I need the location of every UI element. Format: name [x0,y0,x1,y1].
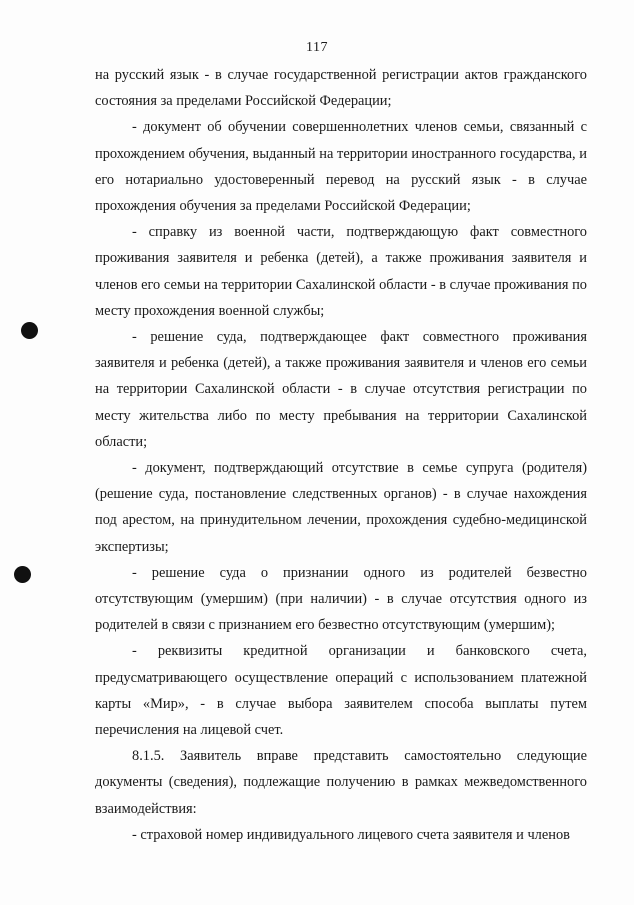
page-number: 117 [306,40,328,55]
paragraph-insurance-number: - страховой номер индивидуального лицевого счета заявителя и членов [132,826,570,843]
binder-hole-mark [21,322,38,339]
paragraph-military-certificate: - справку из военной части, подтверждающую факт совместного проживания заявителя и ребенка (детей), а также проживания заявителя и членов его семьи на территории Сахалинской области - в случае проживания по месту прохождения военной службы; [95,224,587,319]
document-body [95,62,587,848]
paragraph-spouse-absence-document: - документ, подтверждающий отсутствие в семье супруга (родителя) (решение суда, постановление следственных органов) - в случае нахождения под арестом, на принудительном лечении, прохождения судебно-медицинской экспертизы; [95,460,587,555]
paragraph-missing-parent-decision: - решение суда о признании одного из родителей безвестно отсутствующим (умершим) (при наличии) - в случае отсутствия одного из родителей в связи с признанием его безвестно отсутствующим (умершим); [95,564,587,634]
binder-hole-mark [14,566,31,583]
paragraph-section-8-1-5: 8.1.5. Заявитель вправе представить самостоятельно следующие документы (сведения), подлежащие получению в рамках межведомственного взаимодействия: [95,748,587,817]
paragraph-education-document: - документ об обучении совершеннолетних членов семьи, связанный с прохождением обучения, выданный на территории иностранного государства, и его нотариально удостоверенный перевод на русский язык - в случае прохождения обучения за пределами Российской Федерации; [95,119,587,215]
paragraph-bank-details: - реквизиты кредитной организации и банковского счета, предусматривающего осуществление операций с использованием платежной карты «Мир», - в случае выбора заявителем способа выплаты путем перечисления на лицевой счет. [95,643,587,739]
paragraph-court-decision-residence: - решение суда, подтверждающее факт совместного проживания заявителя и ребенка (детей), а также проживания заявителя и членов его семьи на территории Сахалинской области - в случае отсутствия регистрации по месту жительства либо по месту пребывания на территории Сахалинской области; [95,329,587,450]
paragraph-continuation: на русский язык - в случае государственной регистрации актов гражданского состояния за пределами Российской Федерации; [95,67,587,110]
